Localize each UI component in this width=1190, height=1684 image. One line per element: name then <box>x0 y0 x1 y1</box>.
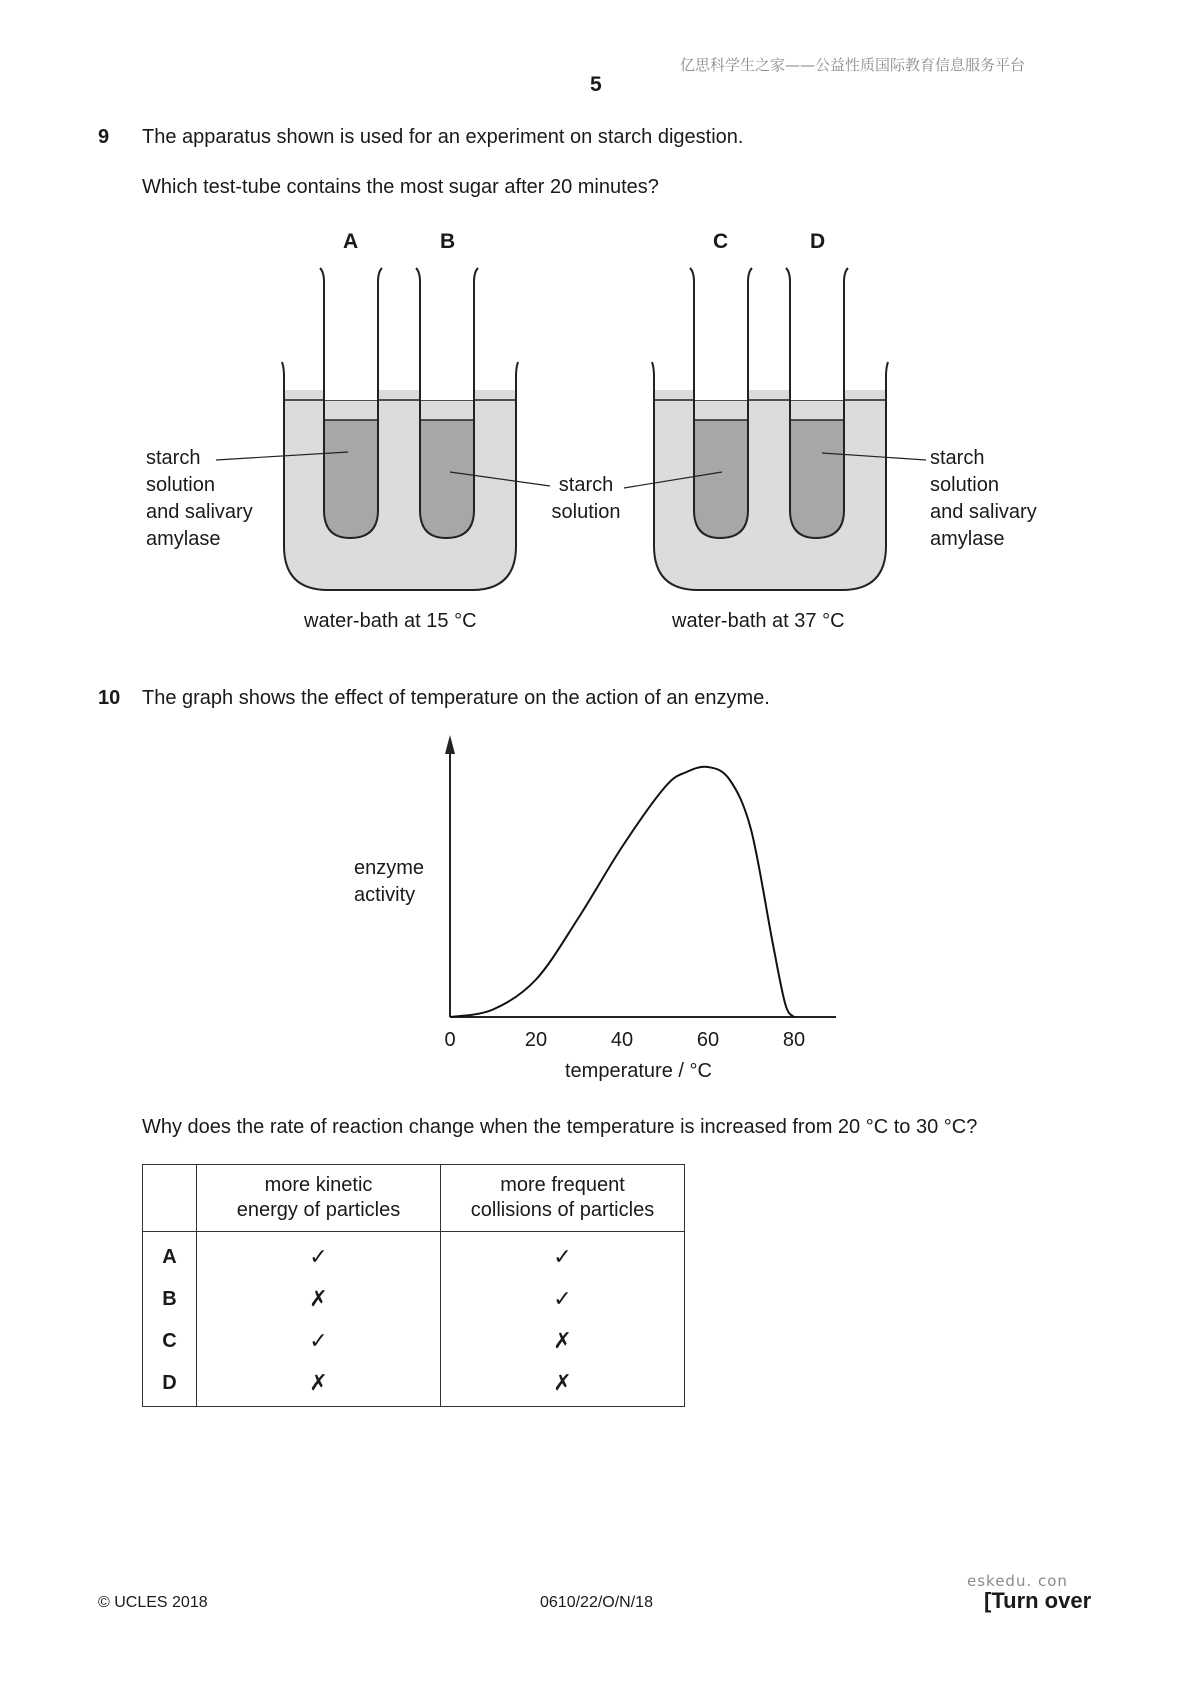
bath-label-right: water-bath at 37 °C <box>672 610 845 632</box>
turn-over: [Turn over <box>984 1588 1092 1613</box>
x-tick-label: 0 <box>444 1029 456 1051</box>
row-c-collisions-mark: ✗ <box>441 1320 685 1362</box>
row-b-collisions-mark: ✓ <box>441 1278 685 1320</box>
label-middle-starch: starch solution <box>551 474 621 523</box>
y-axis-arrow <box>445 735 455 754</box>
tube-label-c: C <box>713 230 729 253</box>
row-a-collisions-mark: ✓ <box>441 1232 685 1279</box>
q9-number: 9 <box>98 126 110 148</box>
activity-curve <box>450 767 794 1017</box>
q9-text: The apparatus shown is used for an experiment on starch digestion. <box>142 126 744 148</box>
q10-text: The graph shows the effect of temperature on the action of an enzyme. <box>142 687 770 709</box>
label-left-starch-amylase: starch solution and salivary amylase <box>146 447 253 550</box>
tube-label-b: B <box>440 230 456 253</box>
header-collisions: more frequent collisions of particles <box>441 1165 685 1232</box>
q10-number: 10 <box>98 687 121 709</box>
row-c-kinetic-mark: ✓ <box>197 1320 441 1362</box>
table-row <box>143 1362 685 1407</box>
row-d-collisions-mark: ✗ <box>441 1362 685 1407</box>
header-kinetic: more kinetic energy of particles <box>197 1165 441 1232</box>
x-tick-label: 80 <box>782 1029 806 1051</box>
x-tick-label: 60 <box>696 1029 720 1051</box>
row-label-b: B <box>143 1278 197 1320</box>
row-a-kinetic-mark: ✓ <box>197 1232 441 1279</box>
footer-paper-code: 0610/22/O/N/18 <box>540 1594 653 1611</box>
footer-copyright: © UCLES 2018 <box>98 1594 208 1611</box>
table-row <box>143 1320 685 1362</box>
bath-label-left: water-bath at 15 °C <box>304 610 477 632</box>
y-label-line2: activity <box>354 884 416 906</box>
header-watermark: 亿思科学生之家——公益性质国际教育信息服务平台 <box>680 56 1026 74</box>
row-label-a: A <box>143 1232 197 1279</box>
row-b-kinetic-mark: ✗ <box>197 1278 441 1320</box>
answer-table <box>142 1164 685 1407</box>
x-tick-label: 20 <box>524 1029 548 1051</box>
page-number: 5 <box>590 73 602 96</box>
row-d-kinetic-mark: ✗ <box>197 1362 441 1407</box>
row-label-c: C <box>143 1320 197 1362</box>
x-tick-label: 40 <box>610 1029 634 1051</box>
x-axis-label: temperature / °C <box>565 1060 712 1082</box>
q9-question: Which test-tube contains the most sugar after 20 minutes? <box>142 176 659 198</box>
tube-label-a: A <box>343 230 359 253</box>
footer-site-watermark: eskedu. con <box>967 1572 1068 1590</box>
y-label-line1: enzyme <box>354 857 425 879</box>
tube-label-d: D <box>810 230 826 253</box>
table-row <box>143 1278 685 1320</box>
label-right-starch-amylase: starch solution and salivary amylase <box>930 447 1037 550</box>
table-corner <box>143 1165 197 1232</box>
row-label-d: D <box>143 1362 197 1407</box>
table-row <box>143 1232 685 1279</box>
q10-question: Why does the rate of reaction change when the temperature is increased from 20 °C to 30 °C? <box>142 1116 978 1138</box>
